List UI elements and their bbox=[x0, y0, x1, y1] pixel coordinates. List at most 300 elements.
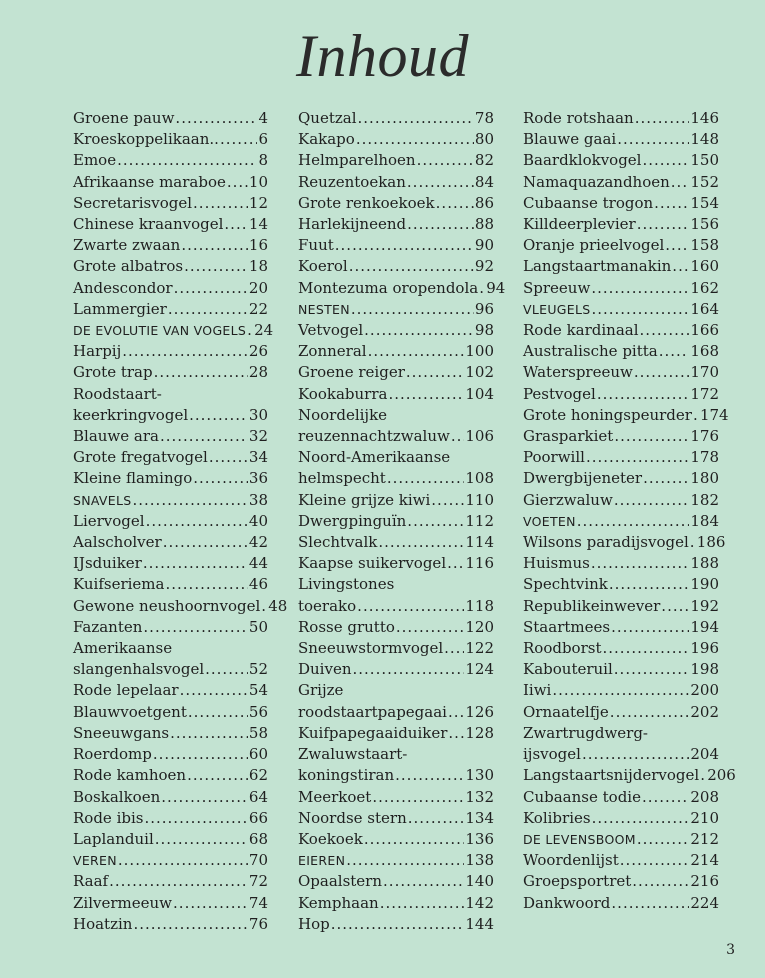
toc-entry-page: 136 bbox=[465, 829, 494, 848]
toc-entry-page: 110 bbox=[465, 490, 494, 509]
toc-entry bbox=[73, 596, 288, 617]
toc-entry-page: 32 bbox=[248, 427, 268, 446]
toc-entry bbox=[73, 850, 268, 871]
toc-entry-title: Fuut bbox=[298, 236, 334, 255]
toc-entry-title-line: Zwaluwstaart- bbox=[298, 745, 408, 764]
dot-leader bbox=[193, 193, 248, 214]
dot-leader bbox=[591, 278, 689, 299]
toc-entry-page: 190 bbox=[690, 575, 719, 594]
toc-entry-page: 78 bbox=[474, 109, 494, 127]
toc-entry-page: 166 bbox=[690, 321, 719, 340]
toc-entry-page: 176 bbox=[690, 427, 719, 446]
dot-leader bbox=[122, 341, 248, 362]
toc-entry-title: keerkringvogel bbox=[73, 405, 189, 424]
toc-entry bbox=[523, 193, 719, 214]
toc-entry bbox=[298, 320, 494, 341]
toc-entry-title: Kroeskoppelikaan.. bbox=[73, 130, 219, 149]
dot-leader bbox=[614, 659, 690, 680]
dot-leader bbox=[364, 829, 465, 850]
toc-entry bbox=[523, 532, 726, 553]
toc-entry-page: 40 bbox=[248, 511, 268, 530]
dot-leader bbox=[643, 468, 689, 489]
toc-entry-title: Huismus bbox=[523, 554, 590, 573]
toc-entry-title: Baardklokvogel bbox=[523, 151, 642, 170]
toc-entry-title: Harlekijneend bbox=[298, 215, 407, 234]
toc-entry-page: 160 bbox=[690, 257, 719, 276]
toc-entry-title: Harpij bbox=[73, 342, 122, 361]
toc-entry bbox=[523, 617, 719, 638]
dot-leader bbox=[690, 532, 696, 553]
dot-leader bbox=[193, 468, 248, 489]
toc-entry-page: 82 bbox=[474, 151, 494, 170]
toc-entry-title: EIEREN bbox=[298, 853, 346, 869]
toc-entry bbox=[523, 129, 719, 150]
toc-entry-page: 90 bbox=[474, 236, 494, 255]
toc-entry-page: 158 bbox=[690, 236, 719, 255]
dot-leader bbox=[146, 511, 248, 532]
toc-entry-title: Kuifseriema bbox=[73, 575, 165, 594]
toc-entry-page: 48 bbox=[268, 596, 288, 615]
toc-entry bbox=[298, 659, 494, 680]
toc-entry-title: Kakapo bbox=[298, 130, 355, 149]
toc-entry-page: 168 bbox=[690, 342, 719, 361]
toc-entry bbox=[73, 278, 268, 299]
toc-entry-page: 130 bbox=[465, 766, 494, 785]
dot-leader bbox=[611, 893, 689, 914]
toc-entry-page: 108 bbox=[465, 469, 494, 488]
toc-entry-page: 148 bbox=[690, 130, 719, 149]
toc-entry bbox=[523, 214, 719, 235]
toc-entry-title: Australische pitta bbox=[523, 342, 658, 361]
toc-entry bbox=[523, 172, 719, 193]
toc-entry-page: 74 bbox=[248, 893, 268, 912]
toc-entry-page: 26 bbox=[248, 342, 268, 361]
toc-entry-page: 30 bbox=[248, 405, 268, 424]
dot-leader bbox=[659, 341, 690, 362]
toc-entry bbox=[298, 129, 494, 150]
toc-entry-title: DE EVOLUTIE VAN VOGELS bbox=[73, 323, 247, 339]
dot-leader bbox=[331, 914, 465, 935]
toc-entry-page: 104 bbox=[465, 384, 494, 403]
dot-leader bbox=[603, 638, 690, 659]
toc-entry-page: 164 bbox=[690, 299, 719, 318]
toc-entry-title: Kookaburra bbox=[298, 384, 388, 403]
toc-entry-title: Grasparkiet bbox=[523, 427, 614, 446]
toc-entry-page: 156 bbox=[690, 215, 719, 234]
toc-entry-title-line: Noordelijke bbox=[298, 405, 388, 424]
dot-leader bbox=[407, 172, 474, 193]
dot-leader bbox=[672, 256, 689, 277]
toc-entry bbox=[298, 787, 494, 808]
toc-entry-page: 210 bbox=[690, 808, 719, 827]
toc-entry-page: 28 bbox=[248, 363, 268, 382]
toc-entry-page: 54 bbox=[248, 681, 268, 700]
toc-entry-page: 198 bbox=[690, 660, 719, 679]
toc-entry-title: Liervogel bbox=[73, 511, 145, 530]
toc-entry bbox=[73, 172, 268, 193]
toc-entry-page: 132 bbox=[465, 787, 494, 806]
toc-entry-title: slangenhalsvogel bbox=[73, 660, 205, 679]
toc-column-3 bbox=[523, 108, 736, 914]
toc-entry-page: 138 bbox=[465, 851, 494, 870]
dot-leader bbox=[155, 829, 248, 850]
toc-entry bbox=[298, 850, 494, 871]
toc-column-1 bbox=[73, 108, 288, 935]
dot-leader bbox=[118, 850, 248, 871]
toc-entry-page: 68 bbox=[248, 829, 268, 848]
toc-entry-title: Rode kamhoen bbox=[73, 766, 187, 785]
toc-entry bbox=[73, 426, 268, 447]
toc-entry-title: ijsvogel bbox=[523, 745, 581, 764]
dot-leader bbox=[181, 235, 248, 256]
toc-entry-page: 134 bbox=[465, 808, 494, 827]
toc-entry-title-line: Livingstones bbox=[298, 575, 395, 594]
toc-entry-page: 36 bbox=[248, 469, 268, 488]
toc-entry-title: Kemphaan bbox=[298, 893, 379, 912]
toc-entry bbox=[298, 172, 494, 193]
toc-entry-page: 146 bbox=[690, 109, 719, 127]
dot-leader bbox=[174, 278, 248, 299]
toc-entry-title: Koerol bbox=[298, 257, 348, 276]
toc-entry-page: 120 bbox=[465, 617, 494, 636]
toc-entry-page: 188 bbox=[690, 554, 719, 573]
toc-entry-title: Ornaatelfje bbox=[523, 702, 609, 721]
toc-entry-title: Kolibries bbox=[523, 808, 591, 827]
dot-leader bbox=[220, 129, 258, 150]
toc-entry-title: VOETEN bbox=[523, 513, 576, 529]
toc-entry-page: 42 bbox=[248, 533, 268, 552]
dot-leader bbox=[444, 638, 464, 659]
toc-entry-title: Woordenlijst bbox=[523, 851, 619, 870]
dot-leader bbox=[582, 744, 689, 765]
toc-entry bbox=[523, 468, 719, 489]
dot-leader bbox=[189, 405, 248, 426]
dot-leader bbox=[632, 871, 689, 892]
toc-entry-page: 154 bbox=[690, 193, 719, 212]
dot-leader bbox=[388, 384, 464, 405]
toc-entry bbox=[73, 150, 268, 171]
dot-leader bbox=[408, 808, 465, 829]
toc-entry-title: Dwergbijeneter bbox=[523, 469, 643, 488]
toc-entry-page: 80 bbox=[474, 130, 494, 149]
toc-entry-page: 62 bbox=[248, 766, 268, 785]
toc-entry-title: Cubaanse trogon bbox=[523, 193, 654, 212]
dot-leader bbox=[447, 553, 464, 574]
dot-leader bbox=[161, 787, 248, 808]
toc-entry-page: 194 bbox=[690, 617, 719, 636]
toc-entry-title: Groepsportret bbox=[523, 872, 632, 891]
dot-leader bbox=[175, 108, 257, 129]
toc-entry bbox=[73, 765, 268, 786]
dot-leader bbox=[170, 723, 248, 744]
toc-entry bbox=[298, 511, 494, 532]
dot-leader bbox=[368, 341, 465, 362]
toc-entry bbox=[523, 235, 719, 256]
toc-entry bbox=[73, 362, 268, 383]
dot-leader bbox=[396, 617, 464, 638]
dot-leader bbox=[163, 532, 248, 553]
dot-leader bbox=[132, 490, 247, 511]
dot-leader bbox=[417, 150, 474, 171]
toc-entry bbox=[73, 787, 268, 808]
toc-entry bbox=[298, 405, 494, 447]
toc-entry bbox=[523, 596, 719, 617]
dot-leader bbox=[586, 447, 689, 468]
toc-entry bbox=[73, 193, 268, 214]
dot-leader bbox=[133, 914, 247, 935]
toc-entry-page: 124 bbox=[465, 660, 494, 679]
toc-entry-page: 208 bbox=[690, 787, 719, 806]
dot-leader bbox=[261, 596, 267, 617]
toc-entry-title: Reuzentoekan bbox=[298, 172, 406, 191]
toc-entry-page: 142 bbox=[465, 893, 494, 912]
dot-leader bbox=[448, 702, 464, 723]
toc-entry-title: Hoatzin bbox=[73, 914, 133, 933]
toc-entry-page: 144 bbox=[465, 914, 494, 933]
toc-entry bbox=[73, 108, 268, 129]
toc-entry-title: Namaquazandhoen bbox=[523, 172, 670, 191]
dot-leader bbox=[436, 193, 474, 214]
toc-entry-page: 122 bbox=[465, 639, 494, 658]
toc-entry-title: Slechtvalk bbox=[298, 533, 378, 552]
toc-entry-page: 204 bbox=[690, 745, 719, 764]
toc-entry-page: 86 bbox=[474, 193, 494, 212]
toc-entry-page: 76 bbox=[248, 914, 268, 933]
toc-entry bbox=[73, 893, 268, 914]
toc-entry bbox=[73, 871, 268, 892]
dot-leader bbox=[614, 426, 689, 447]
dot-leader bbox=[552, 680, 689, 701]
toc-entry bbox=[73, 574, 268, 595]
dot-leader bbox=[358, 108, 474, 129]
toc-entry-title: Chinese kraanvogel bbox=[73, 215, 224, 234]
toc-entry-title-line: Roodstaart- bbox=[73, 384, 162, 403]
toc-entry-page: 12 bbox=[248, 193, 268, 212]
toc-entry-title: Iiwi bbox=[523, 681, 552, 700]
toc-entry-title: Hop bbox=[298, 914, 330, 933]
toc-entry-page: 94 bbox=[486, 278, 506, 297]
dot-leader bbox=[431, 490, 464, 511]
toc-entry bbox=[73, 341, 268, 362]
dot-leader bbox=[451, 426, 465, 447]
dot-leader bbox=[597, 384, 690, 405]
dot-leader bbox=[153, 744, 248, 765]
toc-entry-title: SNAVELS bbox=[73, 492, 132, 508]
page-title: Inhoud bbox=[296, 23, 469, 89]
dot-leader bbox=[180, 680, 248, 701]
dot-leader bbox=[407, 214, 474, 235]
toc-entry-title: Afrikaanse maraboe bbox=[73, 172, 226, 191]
toc-entry-page: 92 bbox=[474, 257, 494, 276]
toc-entry bbox=[523, 659, 719, 680]
toc-entry-page: 18 bbox=[248, 257, 268, 276]
toc-entry-page: 66 bbox=[248, 808, 268, 827]
toc-entry-title: helmspecht bbox=[298, 469, 386, 488]
dot-leader bbox=[448, 723, 464, 744]
toc-entry bbox=[523, 829, 719, 850]
dot-leader bbox=[700, 765, 706, 786]
toc-entry-title: Raaf bbox=[73, 872, 109, 891]
dot-leader bbox=[205, 659, 248, 680]
toc-entry-title: Duiven bbox=[298, 660, 352, 679]
toc-entry-page: 114 bbox=[465, 533, 494, 552]
toc-entry-title: Andescondor bbox=[73, 278, 173, 297]
toc-entry bbox=[523, 553, 719, 574]
toc-column-2 bbox=[298, 108, 506, 935]
toc-entry-page: 98 bbox=[474, 321, 494, 340]
dot-leader bbox=[610, 702, 690, 723]
toc-entry bbox=[298, 193, 494, 214]
dot-leader bbox=[188, 702, 248, 723]
dot-leader bbox=[356, 129, 474, 150]
toc-entry-page: 10 bbox=[248, 172, 268, 191]
toc-entry-title: Opaalstern bbox=[298, 872, 383, 891]
dot-leader bbox=[665, 235, 689, 256]
dot-leader bbox=[184, 256, 248, 277]
toc-entry-title: Gewone neushoornvogel bbox=[73, 596, 261, 615]
toc-entry bbox=[523, 765, 736, 786]
toc-entry bbox=[73, 829, 268, 850]
toc-entry bbox=[73, 447, 268, 468]
toc-entry-page: 118 bbox=[465, 596, 494, 615]
toc-entry-page: 38 bbox=[248, 490, 268, 509]
toc-entry-title: Grote renkoekoek bbox=[298, 193, 435, 212]
toc-entry bbox=[523, 787, 719, 808]
toc-entry bbox=[523, 320, 719, 341]
toc-entry bbox=[298, 150, 494, 171]
toc-entry-title: Helmparelhoen bbox=[298, 151, 416, 170]
toc-entry bbox=[298, 617, 494, 638]
toc-entry-title: Langstaartmanakin bbox=[523, 257, 672, 276]
dot-leader bbox=[479, 278, 485, 299]
dot-leader bbox=[609, 574, 689, 595]
toc-entry bbox=[298, 299, 494, 320]
dot-leader bbox=[349, 256, 474, 277]
toc-entry-title: VLEUGELS bbox=[523, 301, 591, 317]
toc-entry-page: 20 bbox=[248, 278, 268, 297]
toc-entry-title: Staartmees bbox=[523, 617, 611, 636]
toc-entry-title: Groene pauw bbox=[73, 109, 175, 127]
toc-entry bbox=[298, 256, 494, 277]
toc-entry-page: 46 bbox=[248, 575, 268, 594]
toc-entry-title: Gierzwaluw bbox=[523, 490, 613, 509]
toc-entry bbox=[523, 808, 719, 829]
dot-leader bbox=[117, 150, 257, 171]
toc-entry bbox=[73, 511, 268, 532]
toc-entry bbox=[298, 574, 494, 616]
toc-entry-title: Zilvermeeuw bbox=[73, 893, 173, 912]
toc-entry-title: Kleine grijze kiwi bbox=[298, 490, 431, 509]
toc-entry bbox=[73, 744, 268, 765]
toc-entry-page: 178 bbox=[690, 448, 719, 467]
toc-entry-title: DE LEVENSBOOM bbox=[523, 831, 636, 847]
toc-entry-title: Kuifpapegaaiduiker bbox=[298, 723, 448, 742]
toc-entry-title: Spreeuw bbox=[523, 278, 591, 297]
toc-entry-page: 88 bbox=[474, 215, 494, 234]
toc-entry-title: Dankwoord bbox=[523, 893, 611, 912]
dot-leader bbox=[387, 468, 465, 489]
toc-entry-title: Quetzal bbox=[298, 109, 357, 127]
toc-entry-title-line: Grijze bbox=[298, 681, 344, 700]
toc-entry-title: Blauwe ara bbox=[73, 427, 159, 446]
toc-entry-page: 34 bbox=[248, 448, 268, 467]
dot-leader bbox=[372, 787, 464, 808]
toc-entry-page: 84 bbox=[474, 172, 494, 191]
toc-entry-title: Oranje prieelvogel bbox=[523, 236, 665, 255]
toc-entry bbox=[523, 405, 729, 426]
toc-entry-title: Grote fregatvogel bbox=[73, 448, 208, 467]
toc-entry-title: Sneeuwstormvogel bbox=[298, 639, 444, 658]
toc-entry-page: 44 bbox=[248, 554, 268, 573]
toc-entry-page: 102 bbox=[465, 363, 494, 382]
toc-entry-title: Rode rotshaan bbox=[523, 109, 634, 127]
dot-leader bbox=[168, 299, 248, 320]
toc-entry-title: Zwarte zwaan bbox=[73, 236, 181, 255]
toc-entry-page: 216 bbox=[690, 872, 719, 891]
toc-entry-page: 224 bbox=[690, 893, 719, 912]
toc-entry bbox=[73, 638, 268, 680]
toc-entry-page: 150 bbox=[690, 151, 719, 170]
toc-entry bbox=[523, 362, 719, 383]
toc-entry bbox=[73, 532, 268, 553]
toc-entry bbox=[298, 744, 494, 786]
toc-entry-page: 22 bbox=[248, 299, 268, 318]
toc-entry-page: 126 bbox=[465, 702, 494, 721]
toc-entry bbox=[73, 553, 268, 574]
toc-entry bbox=[73, 680, 268, 701]
toc-entry-page: 106 bbox=[465, 427, 494, 446]
dot-leader bbox=[209, 447, 248, 468]
toc-entry bbox=[523, 871, 719, 892]
toc-entry-page: 196 bbox=[690, 639, 719, 658]
dot-leader bbox=[224, 214, 248, 235]
toc-entry-title: Langstaartsnijdervogel bbox=[523, 766, 700, 785]
toc-entry-title: Aalscholver bbox=[73, 533, 162, 552]
toc-entry bbox=[523, 702, 719, 723]
toc-entry bbox=[298, 914, 494, 935]
toc-entry bbox=[523, 108, 719, 129]
toc-entry-title: Laplanduil bbox=[73, 829, 154, 848]
toc-entry bbox=[523, 150, 719, 171]
toc-entry-page: 100 bbox=[465, 342, 494, 361]
toc-entry bbox=[523, 426, 719, 447]
toc-entry bbox=[73, 914, 268, 935]
toc-entry-title: Vetvogel bbox=[298, 321, 364, 340]
dot-leader bbox=[383, 871, 464, 892]
dot-leader bbox=[406, 362, 464, 383]
dot-leader bbox=[335, 235, 474, 256]
toc-entry-page: 8 bbox=[258, 151, 268, 170]
toc-entry-title: VEREN bbox=[73, 853, 117, 869]
toc-entry-page: 70 bbox=[248, 851, 268, 870]
toc-entry bbox=[73, 702, 268, 723]
dot-leader bbox=[642, 150, 689, 171]
dot-leader bbox=[642, 787, 689, 808]
dot-leader bbox=[143, 553, 248, 574]
toc-entry bbox=[298, 108, 494, 129]
toc-entry-title: reuzennachtzwaluw bbox=[298, 427, 450, 446]
dot-leader bbox=[353, 659, 465, 680]
dot-leader bbox=[346, 850, 464, 871]
toc-entry-page: 56 bbox=[248, 702, 268, 721]
toc-entry-title: Killdeerplevier bbox=[523, 215, 636, 234]
dot-leader bbox=[395, 765, 464, 786]
toc-entry-page: 212 bbox=[690, 829, 719, 848]
dot-leader bbox=[637, 829, 690, 850]
dot-leader bbox=[165, 574, 247, 595]
toc-entry-title: Roodborst bbox=[523, 639, 602, 658]
toc-entry bbox=[298, 723, 494, 744]
